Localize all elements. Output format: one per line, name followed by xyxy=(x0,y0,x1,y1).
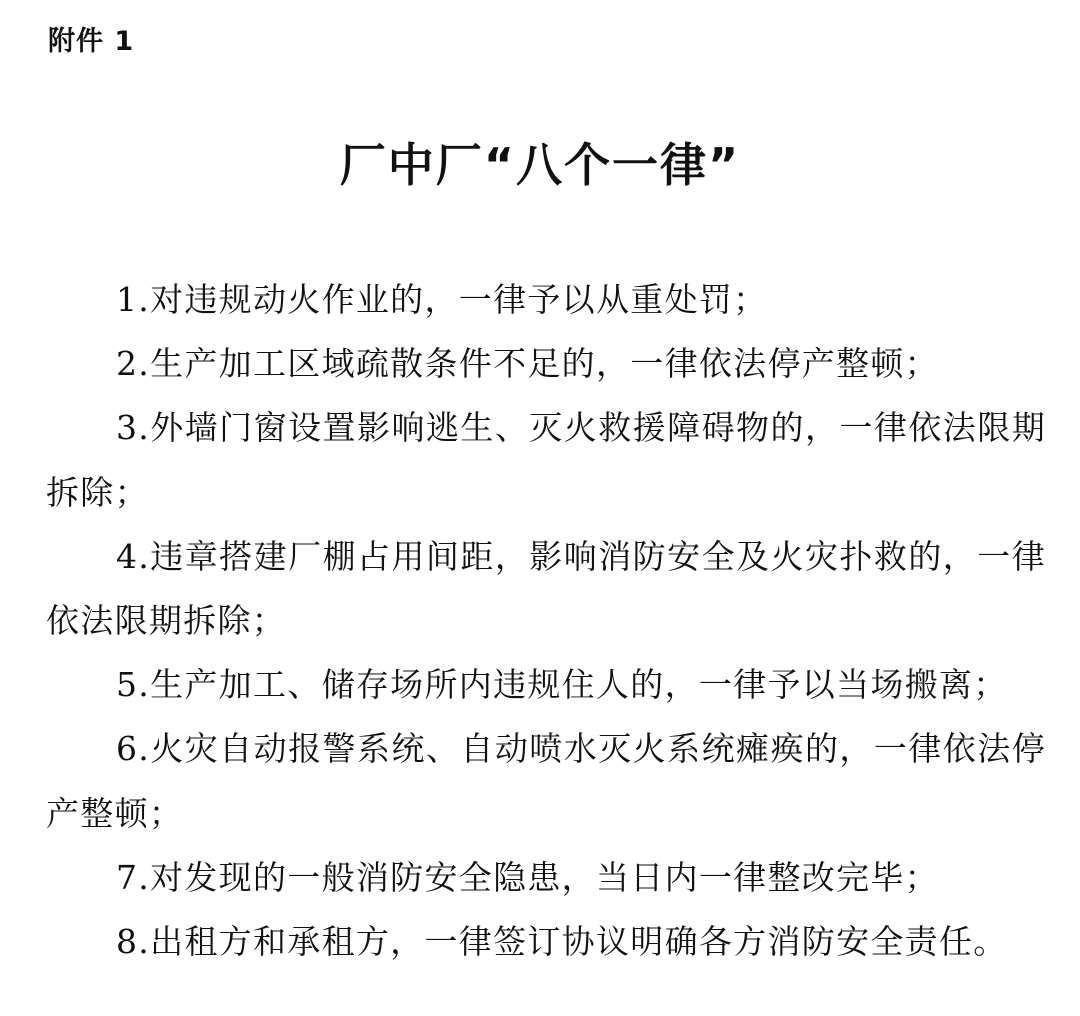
document-body xyxy=(46,268,1046,974)
list-item-8: 8.出租方和承租方，一律签订协议明确各方消防安全责任。 xyxy=(116,922,1008,962)
list-item-6: 6.火灾自动报警系统、自动喷水灭火系统瘫痪的，一律依法停产整顿； xyxy=(46,729,1046,833)
attachment-label: 附件 1 xyxy=(48,26,135,57)
list-item-7: 7.对发现的一般消防安全隐患，当日内一律整改完毕； xyxy=(116,857,939,897)
list-item-3: 3.外墙门窗设置影响逃生、灭火救援障碍物的，一律依法限期拆除； xyxy=(46,408,1046,512)
document-title: 厂中厂“八个一律” xyxy=(339,138,741,192)
list-item-1: 1.对违规动火作业的，一律予以从重处罚； xyxy=(116,280,768,319)
list-item-4: 4.违章搭建厂棚占用间距，影响消防安全及火灾扑救的，一律依法限期拆除； xyxy=(46,536,1046,641)
list-item-2: 2.生产加工区域疏散条件不足的，一律依法停产整顿； xyxy=(116,344,939,384)
list-item-5: 5.生产加工、储存场所内违规住人的，一律予以当场搬离； xyxy=(116,665,1008,705)
